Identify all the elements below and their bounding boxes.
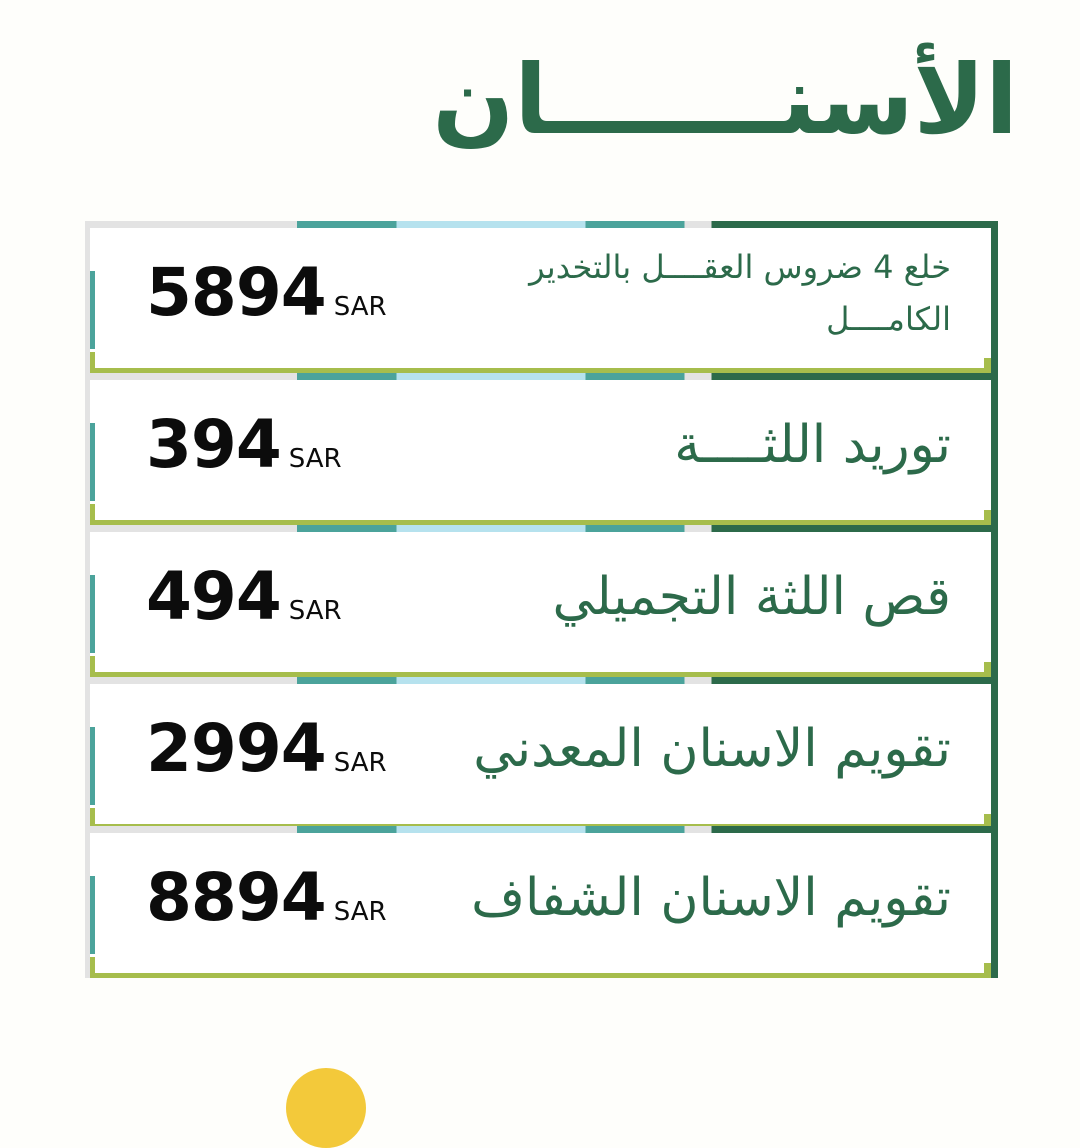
card-top-band — [90, 826, 991, 833]
service-name: خلع 4 ضروس العقــــل بالتخدير الكامــــل — [529, 248, 951, 338]
price-currency: SAR — [333, 897, 387, 927]
price-amount: 494 — [146, 558, 281, 635]
service-name: توريد اللثــــة — [674, 415, 951, 475]
card-edge-accent — [90, 727, 95, 805]
price-currency: SAR — [333, 748, 387, 778]
card-edge-accent — [90, 656, 95, 672]
price — [146, 403, 342, 487]
card-bottom-band — [90, 973, 991, 978]
price-amount: 5894 — [146, 254, 326, 331]
service-name: تقويم الاسنان الشفاف — [471, 868, 951, 928]
card-edge-accent — [90, 575, 95, 653]
price-card — [85, 677, 998, 829]
card-edge-accent — [90, 504, 95, 520]
card-edge-accent — [90, 352, 95, 368]
price-currency: SAR — [288, 596, 342, 626]
decorative-circle — [286, 1068, 366, 1148]
price — [146, 555, 342, 639]
card-edge-accent — [90, 808, 95, 824]
price-card — [85, 525, 998, 677]
service-name: تقويم الاسنان المعدني — [473, 719, 951, 779]
price-currency: SAR — [288, 444, 342, 474]
price-amount: 8894 — [146, 859, 326, 936]
price-card — [85, 826, 998, 978]
price-currency: SAR — [333, 292, 387, 322]
card-top-band — [90, 221, 991, 228]
card-edge-accent — [90, 957, 95, 973]
price-card — [85, 221, 998, 373]
card-edge-accent — [984, 662, 991, 672]
price-card — [85, 373, 998, 525]
card-edge-accent — [984, 358, 991, 368]
service-name: قص اللثة التجميلي — [552, 567, 951, 627]
price-amount: 394 — [146, 406, 281, 483]
card-edge-accent — [90, 271, 95, 349]
card-edge-accent — [984, 963, 991, 973]
page-title: الأسنـــــــان — [432, 44, 1018, 156]
card-top-band — [90, 677, 991, 684]
price — [146, 707, 387, 791]
price — [146, 251, 387, 335]
card-edge-accent — [984, 814, 991, 824]
card-edge-accent — [90, 423, 95, 501]
price — [146, 856, 387, 940]
price-amount: 2994 — [146, 710, 326, 787]
card-edge-accent — [984, 510, 991, 520]
card-edge-accent — [90, 876, 95, 954]
card-top-band — [90, 525, 991, 532]
card-top-band — [90, 373, 991, 380]
